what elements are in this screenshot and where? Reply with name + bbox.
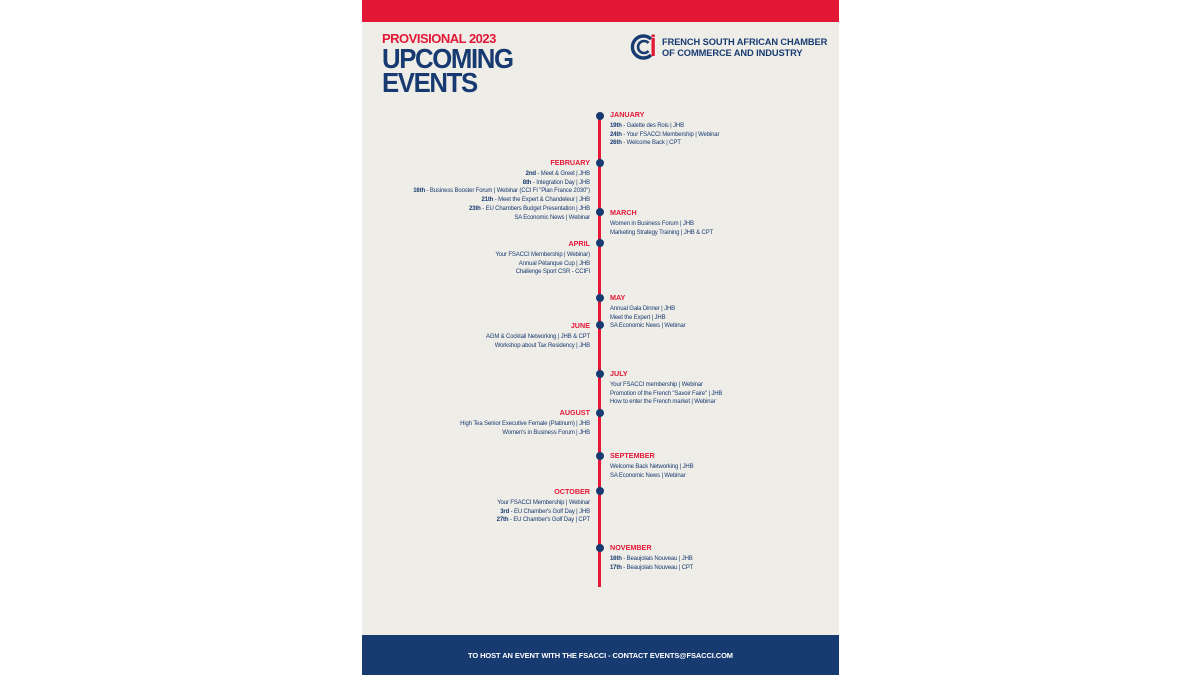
- event-item: [413, 188, 590, 194]
- event-item: [610, 464, 693, 470]
- event-item: [610, 230, 713, 236]
- month-heading-february: FEBRUARY: [550, 158, 590, 167]
- timeline-dot-march: [596, 208, 604, 216]
- event-item: [610, 565, 693, 571]
- event-item: [460, 421, 590, 427]
- timeline-dot-april: [596, 239, 604, 247]
- event-item: [514, 215, 590, 221]
- event-text: Beaujolais Nouveau | CPT: [626, 564, 694, 571]
- poster-title-line-1: UPCOMING: [382, 43, 513, 74]
- event-text: Your FSACCI Membership | Webinar): [495, 252, 590, 258]
- event-text: Beaujolais Nouveau | JHB: [626, 556, 693, 562]
- timeline-dot-september: [596, 452, 604, 460]
- event-text: SA Economic News | Webinar: [610, 472, 686, 479]
- event-text: SA Economic News | Webinar: [610, 323, 686, 330]
- event-text: Marketing Strategy Training | JHB & CPT: [610, 229, 714, 236]
- event-text: High Tea Senior Executive Female (Platinum) | JHB: [460, 421, 590, 427]
- event-item: [610, 132, 719, 138]
- month-heading-march: MARCH: [610, 208, 637, 217]
- event-text: EU Chambers Budget Presentation | JHB: [485, 205, 590, 212]
- event-date: 24th: [610, 131, 622, 138]
- event-text: EU Chamber's Golf Day | CPT: [513, 517, 590, 524]
- footer-bar: [362, 635, 839, 675]
- event-item: [610, 556, 693, 562]
- month-heading-may: MAY: [610, 293, 626, 302]
- event-separator: -: [621, 556, 627, 562]
- event-item: [516, 269, 590, 275]
- event-item: [497, 517, 590, 523]
- event-item: [610, 221, 694, 227]
- event-item: [610, 399, 716, 405]
- event-date: 3rd: [500, 508, 510, 515]
- event-text: Galette des Rois | JHB: [626, 123, 684, 129]
- event-text: AGM & Cocktail Networking | JHB & CPT: [485, 334, 590, 340]
- event-item: [610, 391, 722, 397]
- event-item: [523, 180, 590, 186]
- event-date: 27th: [496, 517, 509, 524]
- event-item: [497, 500, 590, 506]
- event-item: [495, 252, 590, 258]
- event-date: 19th: [610, 123, 622, 129]
- event-date: 16th: [413, 188, 425, 195]
- event-item: [610, 306, 675, 312]
- footer-contact-text: TO HOST AN EVENT WITH THE FSACCI - CONTACT EVENTS@FSACCI.COM: [468, 650, 733, 660]
- timeline-axis: [598, 114, 601, 587]
- month-heading-september: SEPTEMBER: [610, 451, 655, 460]
- event-text: Women in Business Forum | JHB: [610, 221, 694, 227]
- event-text: Promotion of the French "Savoir Faire" | JHB: [610, 390, 723, 397]
- event-text: Meet the Expert | JHB: [610, 314, 666, 321]
- event-text: SA Economic News | Webinar: [514, 214, 590, 221]
- organization-name-line-2: OF COMMERCE AND INDUSTRY: [662, 48, 803, 58]
- event-separator: -: [535, 171, 541, 177]
- event-text: Workshop about Tax Residency | JHB: [494, 342, 590, 349]
- event-text: Meet & Greet | JHB: [540, 171, 590, 177]
- event-date: 2nd: [525, 171, 536, 177]
- timeline-dot-october: [596, 487, 604, 495]
- event-text: Your FSACCI membership | Webinar: [610, 382, 703, 388]
- event-date: 17th: [610, 564, 622, 571]
- event-text: EU Chamber's Golf Day | JHB: [513, 508, 590, 515]
- timeline-dot-january: [596, 112, 604, 120]
- events-poster: [362, 0, 839, 675]
- event-text: Challenge Sport CSR - CCIFI: [515, 269, 590, 276]
- event-item: [610, 382, 703, 388]
- timeline-dot-november: [596, 544, 604, 552]
- event-item: [610, 140, 681, 146]
- event-separator: -: [508, 517, 514, 524]
- event-item: [495, 343, 590, 349]
- month-heading-july: JULY: [610, 369, 628, 378]
- event-item: [502, 430, 590, 436]
- event-item: [469, 206, 590, 212]
- event-item: [610, 315, 665, 321]
- month-heading-january: JANUARY: [610, 110, 645, 119]
- fsacci-logo-icon: [630, 33, 657, 61]
- event-item: [610, 473, 686, 479]
- event-item: [610, 123, 684, 129]
- event-item: [610, 323, 686, 329]
- event-separator: -: [621, 123, 627, 129]
- event-separator: -: [493, 197, 499, 204]
- event-text: Annual Pétanque Cup | JHB: [518, 260, 590, 267]
- event-separator: -: [531, 179, 537, 186]
- event-separator: -: [509, 508, 514, 515]
- event-text: How to enter the French market | Webinar: [610, 399, 716, 406]
- month-heading-october: OCTOBER: [554, 487, 590, 496]
- month-heading-november: NOVEMBER: [610, 543, 652, 552]
- event-item: [526, 171, 590, 177]
- top-accent-bar: [362, 0, 839, 22]
- event-item: [486, 334, 590, 340]
- timeline-dot-august: [596, 409, 604, 417]
- timeline-dot-july: [596, 370, 604, 378]
- poster-title-line-2: EVENTS: [382, 67, 477, 98]
- event-date: 26th: [610, 140, 622, 147]
- event-item: [500, 509, 590, 515]
- event-text: Your FSACCI Membership | Webinar: [497, 500, 590, 506]
- month-heading-august: AUGUST: [559, 408, 590, 417]
- event-text: Welcome Back | CPT: [626, 140, 681, 147]
- timeline-dot-june: [596, 321, 604, 329]
- timeline-dot-february: [596, 159, 604, 167]
- event-item: [482, 197, 590, 203]
- event-date: 8th: [522, 179, 532, 186]
- event-text: Integration Day | JHB: [536, 179, 590, 186]
- event-date: 21th: [481, 197, 494, 204]
- poster-subtitle: PROVISIONAL 2023: [382, 31, 496, 46]
- organization-name-line-1: FRENCH SOUTH AFRICAN CHAMBER: [662, 37, 828, 47]
- month-heading-june: JUNE: [570, 321, 590, 330]
- month-heading-april: APRIL: [568, 239, 590, 248]
- event-text: Meet the Expert & Chandeleur | JHB: [498, 197, 590, 204]
- event-separator: -: [621, 140, 627, 147]
- event-separator: -: [621, 564, 627, 571]
- event-text: Welcome Back Networking | JHB: [610, 464, 694, 470]
- timeline-dot-may: [596, 294, 604, 302]
- event-separator: -: [480, 205, 486, 212]
- event-item: [519, 261, 590, 267]
- event-date: 23th: [468, 205, 481, 212]
- event-text: Annual Gala Dinner | JHB: [610, 306, 675, 312]
- event-text: Business Booster Forum | Webinar (CCI FI "Plan France 2030"): [429, 188, 590, 195]
- event-text: Your FSACCI Membership | Webinar: [626, 131, 720, 138]
- event-separator: -: [621, 131, 627, 138]
- event-date: 16th: [610, 556, 622, 562]
- event-text: Women's in Business Forum | JHB: [502, 429, 590, 436]
- event-separator: -: [425, 188, 430, 195]
